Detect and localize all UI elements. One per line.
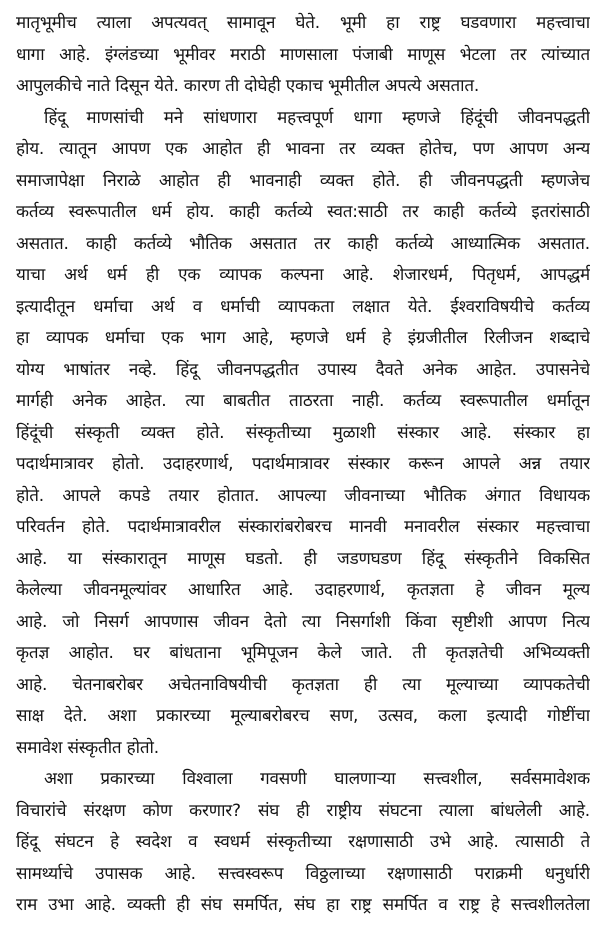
text-line: राम उभा आहे. व्यक्ती ही संघ समर्पित, संघ हा राष्ट्र समर्पित व राष्ट्र हे सत्त्वशीलतेला (16, 895, 590, 915)
text-line: आहे. या संस्कारातून माणूस घडतो. ही जडणघडण हिंदू संस्कृतीने विकसित (16, 548, 590, 569)
text-line: कृतज्ञ आहोत. घर बांधताना भूमिपूजन केले जाते. ती कृतज्ञतेची अभिव्यक्ती (16, 643, 590, 663)
text-line: होय. त्यातून आपण एक आहोत ही भावना तर व्यक्त होतेच, पण आपण अन्य (16, 139, 590, 159)
text-line: परिवर्तन होते. पदार्थमात्रावरील संस्कारांबरोबरच मानवी मनावरील संस्कार महत्त्वाचा (16, 517, 590, 537)
text-line: सामर्थ्याचे उपासक आहे. सत्त्वस्वरूप विठ्ठलाच्या रक्षणासाठी पराक्रमी धनुर्धारी (16, 863, 590, 884)
text-line: धागा आहे. इंग्लंडच्या भूमीवर मराठी माणसाला पंजाबी माणूस भेटला तर त्यांच्यात (16, 44, 590, 65)
text-line: आहे. जो निसर्ग आपणास जीवन देतो त्या निसर्गाशी किंवा सृष्टीशी आपण नित्य (16, 611, 590, 632)
text-line: आपुलकीचे नाते दिसून येते. कारण ती दोघेही एकाच भूमीतील अपत्ये असतात. (16, 76, 480, 96)
text-line: समाजापेक्षा निराळे आहोत ही भावनाही व्यक्त होते. ही जीवनपद्धती म्हणजेच (16, 170, 590, 191)
paragraph-3 (16, 764, 590, 922)
text-line: इत्यादीतून धर्माचा अर्थ व धर्माची व्यापकता लक्षात येते. ईश्वराविषयीचे कर्तव्य (16, 296, 590, 317)
text-line: योग्य भाषांतर नव्हे. हिंदू जीवनपद्धतीत उपास्य दैवते अनेक आहेत. उपासनेचे (16, 359, 590, 380)
text-line: पदार्थमात्रावर होतो. उदाहरणार्थ, पदार्थमात्रावर संस्कार करून आपले अन्न तयार (16, 454, 590, 474)
text-line: याचा अर्थ धर्म ही एक व्यापक कल्पना आहे. शेजारधर्म, पितृधर्म, आपद्धर्म (16, 265, 590, 285)
paragraph-1 (16, 8, 590, 103)
text-line: मार्गही अनेक आहेत. त्या बाबतीत ताठरता नाही. कर्तव्य स्वरूपातील धर्मातून (16, 391, 590, 411)
paragraph-2 (16, 103, 590, 765)
text-line: होते. आपले कपडे तयार होतात. आपल्या जीवनाच्या भौतिक अंगात विधायक (16, 485, 590, 506)
text-line: कर्तव्य स्वरूपातील धर्म होय. काही कर्तव्ये स्वत:साठी तर काही कर्तव्ये इतरांसाठी (16, 202, 590, 222)
text-line: केलेल्या जीवनमूल्यांवर आधारित आहे. उदाहरणार्थ, कृतज्ञता हे जीवन मूल्य (16, 580, 590, 600)
text-line: मातृभूमीच त्याला अपत्यवत् सामावून घेते. भूमी हा राष्ट्र घडवणारा महत्त्वाचा (16, 13, 590, 33)
text-line: हिंदू संघटन हे स्वदेश व स्वधर्म संस्कृतीच्या रक्षणासाठी उभे आहे. त्यासाठी ते (16, 832, 590, 852)
text-line: हिंदू माणसांची मने सांधणारा महत्त्वपूर्ण धागा म्हणजे हिंदूंची जीवनपद्धती (44, 107, 590, 128)
text-line: अशा प्रकारच्या विश्वाला गवसणी घालणाऱ्या सत्त्वशील, सर्वसमावेशक (44, 769, 590, 789)
text-line: विचारांचे संरक्षण कोण करणार? संघ ही राष्ट्रीय संघटना त्याला बांधलेली आहे. (16, 800, 590, 821)
text-line: हिंदूंची संस्कृती व्यक्त होते. संस्कृतीच्या मुळाशी संस्कार आहे. संस्कार हा (16, 422, 590, 443)
text-line: समावेश संस्कृतीत होतो. (16, 737, 159, 758)
text-line: असतात. काही कर्तव्ये भौतिक असतात तर काही कर्तव्ये आध्यात्मिक असतात. (16, 233, 590, 254)
text-line: हा व्यापक धर्माचा एक भाग आहे, म्हणजे धर्म हे इंग्रजीतील रिलीजन शब्दाचे (16, 328, 590, 348)
text-line: साक्ष देते. अशा प्रकारच्या मूल्याबरोबरच सण, उत्सव, कला इत्यादी गोष्टींचा (16, 706, 590, 726)
text-line: आहे. चेतनाबरोबर अचेतनाविषयीची कृतज्ञता ही त्या मूल्याच्या व्यापकतेची (16, 674, 590, 695)
